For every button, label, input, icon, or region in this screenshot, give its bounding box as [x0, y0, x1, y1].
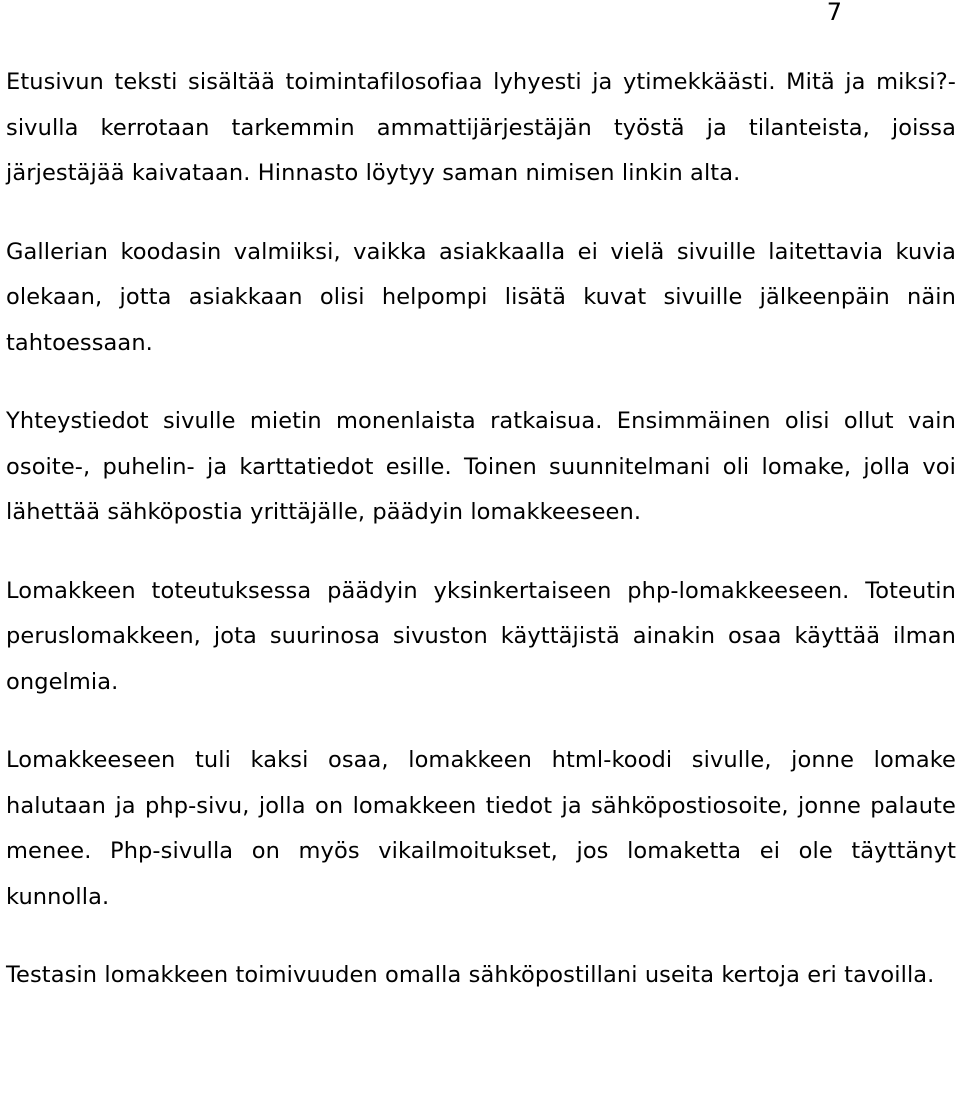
paragraph-etusivu: Etusivun teksti sisältää toimintafilosofiaa lyhyesti ja ytimekkäästi. Mitä ja miksi?- sivulla kerrotaan tarkemmin ammattijärjestäjän työstä ja tilanteista, joissa järjestäjää kaivataan. Hinnasto löytyy saman nimisen linkin alta. — [6, 69, 956, 186]
paragraph-lomakkeen-toteutus: Lomakkeen toteutuksessa päädyin yksinkertaiseen php-lomakkeeseen. Toteutin peruslomakkeen, jota suurinosa sivuston käyttäjistä ainakin osaa käyttää ilman ongelmia. — [6, 577, 956, 695]
paragraph-galleria: Gallerian koodasin valmiiksi, vaikka asiakkaalla ei vielä sivuille laitettavia kuvia olekaan, jotta asiakkaan olisi helpompi lisätä kuvat sivuille jälkeenpäin näin tahtoessaan. — [6, 238, 956, 356]
paragraph-yhteystiedot: Yhteystiedot sivulle mietin monenlaista ratkaisua. Ensimmäinen olisi ollut vain osoite-, puhelin- ja karttatiedot esille. Toinen suunnitelmani oli lomake, jolla voi lähettää sähköpostia yrittäjälle, päädyin lomakkeeseen. — [6, 408, 956, 525]
paragraph-lomakkeen-osat: Lomakkeeseen tuli kaksi osaa, lomakkeen html-koodi sivulle, jonne lomake halutaan ja php-sivu, jolla on lomakkeen tiedot ja sähköpostiosoite, jonne palaute menee. Php-sivulla on myös vikailmoitukset, jos lomaketta ei ole täyttänyt kunnolla. — [6, 747, 956, 910]
page-number: 7 — [826, 0, 842, 26]
paragraph-testaus: Testasin lomakkeen toimivuuden omalla sähköpostillani useita kertoja eri tavoilla. — [6, 962, 935, 988]
document-body — [6, 60, 956, 999]
